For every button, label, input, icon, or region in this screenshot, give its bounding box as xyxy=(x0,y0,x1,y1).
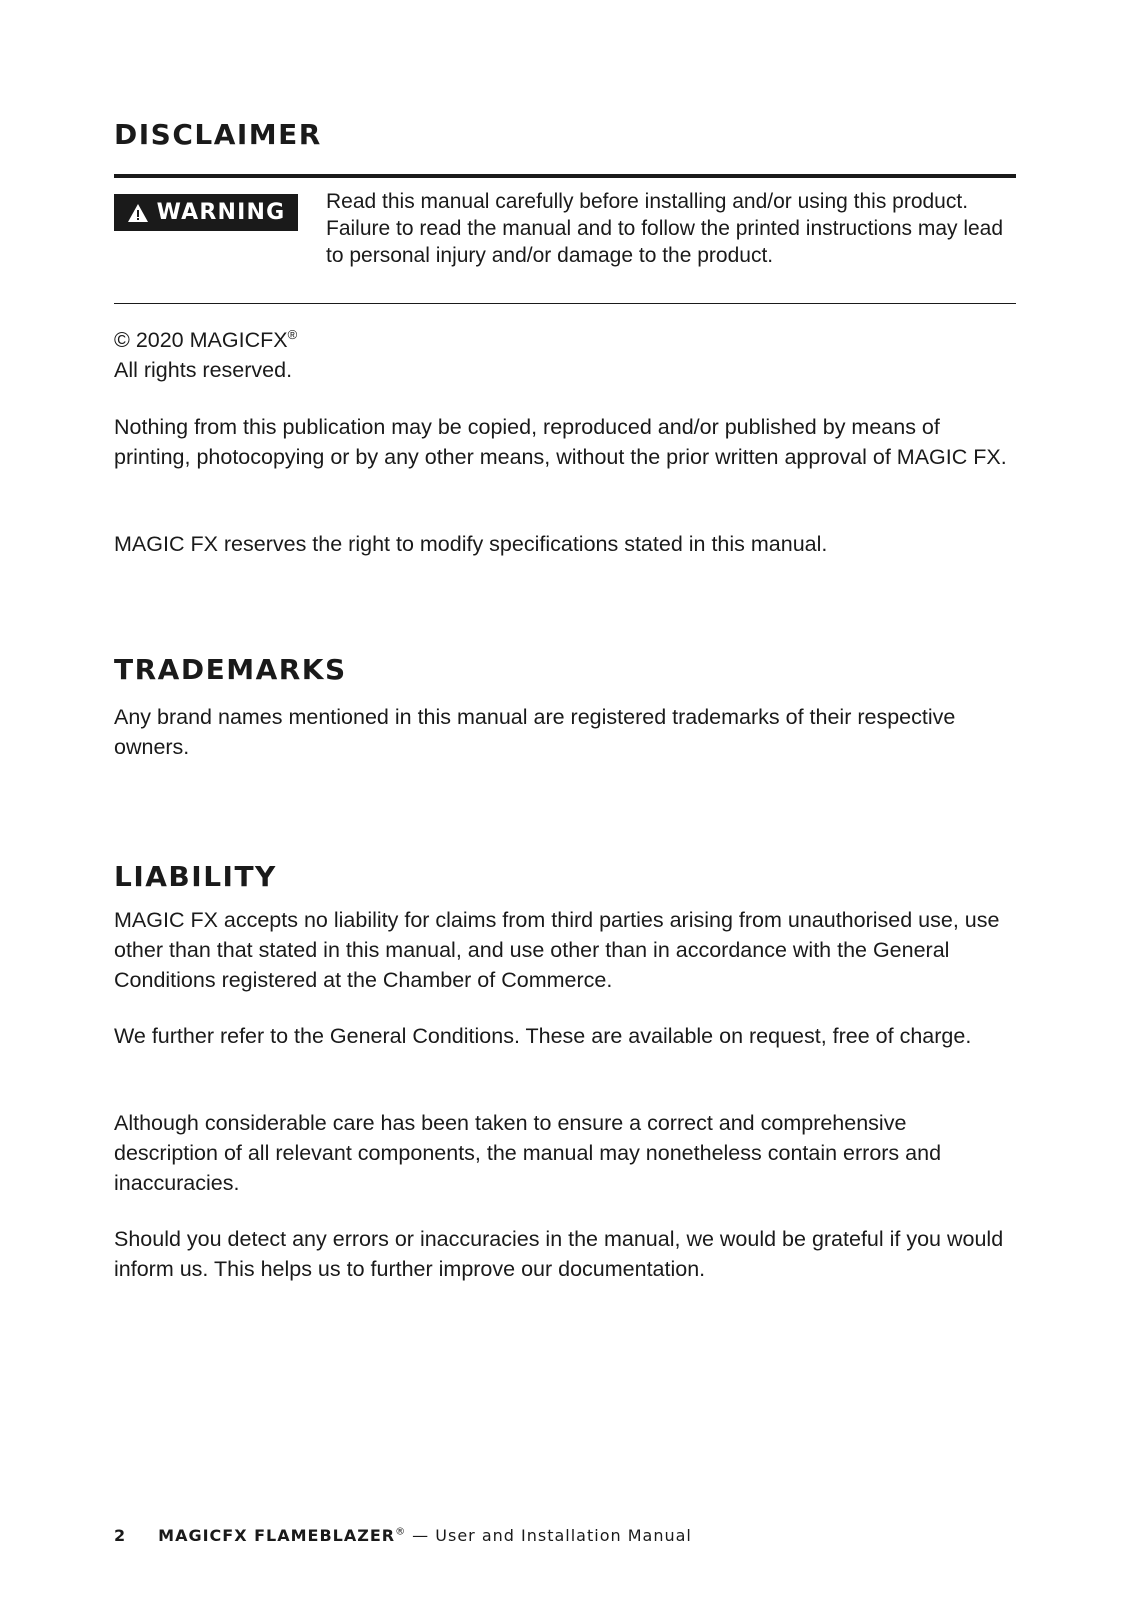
warning-text: Read this manual carefully before installing and/or using this product. Failure to read the manual and to follow the printed instructions may lead to personal injury and/or damage to the product. xyxy=(326,190,1004,267)
warning-label: WARNING xyxy=(156,200,286,225)
publication-paragraph: Nothing from this publication may be copied, reproduced and/or published by means of printing, photocopying or by any other means, without the prior written approval of MAGIC FX. xyxy=(114,415,1007,469)
liability-paragraph-1: MAGIC FX accepts no liability for claims from third parties arising from unauthorised use, use other than that stated in this manual, and use other than in accordance with the General Conditions registered at the Chamber of Commerce. xyxy=(114,908,1000,992)
trademarks-heading: TRADEMARKS xyxy=(114,653,347,686)
modify-paragraph: MAGIC FX reserves the right to modify specifications stated in this manual. xyxy=(114,532,828,556)
disclaimer-heading: DISCLAIMER xyxy=(114,118,322,151)
footer-registered-mark: ® xyxy=(395,1526,407,1538)
trademarks-paragraph: Any brand names mentioned in this manual are registered trademarks of their respective owners. xyxy=(114,705,956,759)
rights-reserved: All rights reserved. xyxy=(114,358,293,382)
liability-paragraph-3: Although considerable care has been taken to ensure a correct and comprehensive description of all relevant components, the manual may nonetheless contain errors and inaccuracies. xyxy=(114,1111,942,1195)
liability-paragraph-2: We further refer to the General Conditions. These are available on request, free of charge. xyxy=(114,1024,972,1048)
liability-paragraph-4: Should you detect any errors or inaccuracies in the manual, we would be grateful if you would inform us. This helps us to further improve our documentation. xyxy=(114,1227,1004,1281)
page-number: 2 xyxy=(114,1526,127,1545)
page-footer xyxy=(114,1526,692,1545)
footer-product-name: MAGICFX FLAMEBLAZER xyxy=(158,1526,396,1545)
warning-triangle-icon xyxy=(127,203,149,223)
copyright-block xyxy=(114,325,1016,385)
registered-mark: ® xyxy=(287,326,298,342)
warning-badge xyxy=(114,194,298,231)
warning-block xyxy=(114,174,1016,304)
copyright-line: © 2020 MAGICFX xyxy=(114,328,288,352)
liability-heading: LIABILITY xyxy=(114,860,277,893)
footer-subtitle: — User and Installation Manual xyxy=(406,1526,692,1545)
